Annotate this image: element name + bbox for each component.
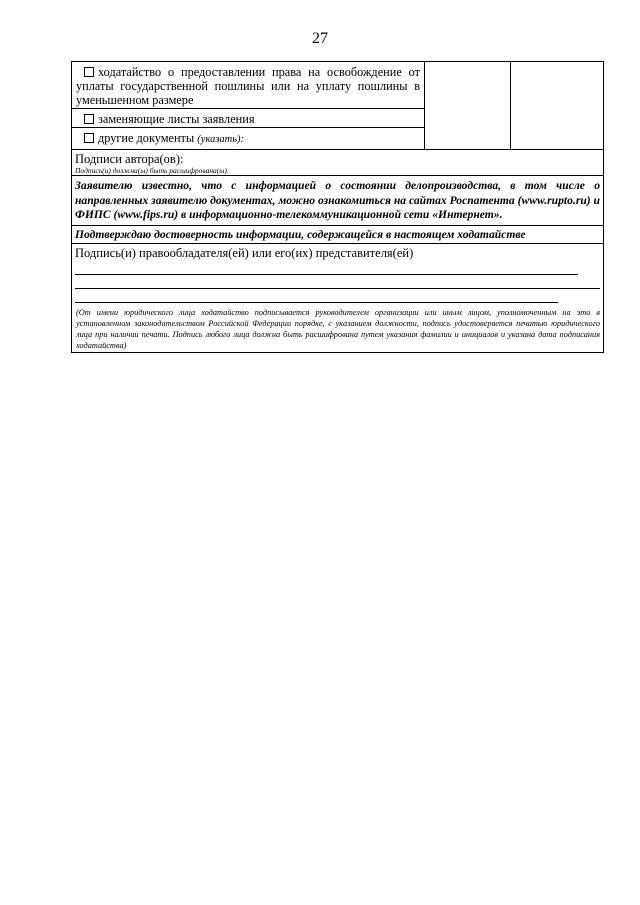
authors-label: Подписи автора(ов): bbox=[75, 152, 184, 166]
documents-table bbox=[72, 62, 603, 150]
petition-form bbox=[71, 61, 604, 353]
authors-hint: Подпись(и) должна(ы) быть расшифрована(ы). bbox=[75, 166, 229, 175]
document-item bbox=[72, 62, 424, 108]
documents-list bbox=[72, 62, 425, 149]
checkbox-fee-exemption[interactable] bbox=[84, 67, 94, 77]
signature-label: Подпись(и) правообладателя(ей) или его(их) представителя(ей) bbox=[75, 245, 414, 260]
signature-note: (От имени юридического лица ходатайство подписывается руководителем организации или иным лицом, уполномоченным на это в установленном законодательством Российской Федерации порядке, с указанием должности, подпись удостоверяется печатью юридического лица при наличии печати. Подпись любого лица должна быть расшифрована путем указания фамилии и инициалов и указана дата подписания ходатайства) bbox=[76, 307, 600, 350]
document-label: ходатайство о предоставлении права на освобождение от уплаты государственной пошлины или на уплату пошлины в уменьшенном размере bbox=[76, 65, 420, 107]
sheet-count-column[interactable] bbox=[425, 62, 511, 149]
checkbox-replacement-sheets[interactable] bbox=[84, 114, 94, 124]
checkbox-other-documents[interactable] bbox=[84, 133, 94, 143]
document-item bbox=[72, 108, 424, 127]
confirmation-text: Подтверждаю достоверность информации, содержащейся в настоящем ходатайстве bbox=[72, 226, 603, 244]
signature-line[interactable] bbox=[75, 288, 600, 289]
document-label: другие документы bbox=[98, 131, 195, 145]
signature-line[interactable] bbox=[75, 274, 578, 275]
document-hint: (указать): bbox=[197, 134, 245, 145]
signature-section bbox=[72, 244, 603, 305]
document-item bbox=[72, 127, 424, 149]
copy-count-column[interactable] bbox=[511, 62, 603, 149]
page-number: 27 bbox=[312, 30, 328, 47]
notice-text: Заявителю известно, что с информацией о состоянии делопроизводства, в том числе о направленных заявителю документах, можно ознакомиться на сайтах Роспатента (www.rupto.ru) и ФИПС (www.fips.ru) в информационно-телекоммуникационной сети «Интернет». bbox=[72, 176, 603, 226]
signature-line[interactable] bbox=[75, 302, 558, 303]
document-label: заменяющие листы заявления bbox=[98, 112, 255, 126]
authors-signature-row[interactable] bbox=[72, 150, 603, 176]
